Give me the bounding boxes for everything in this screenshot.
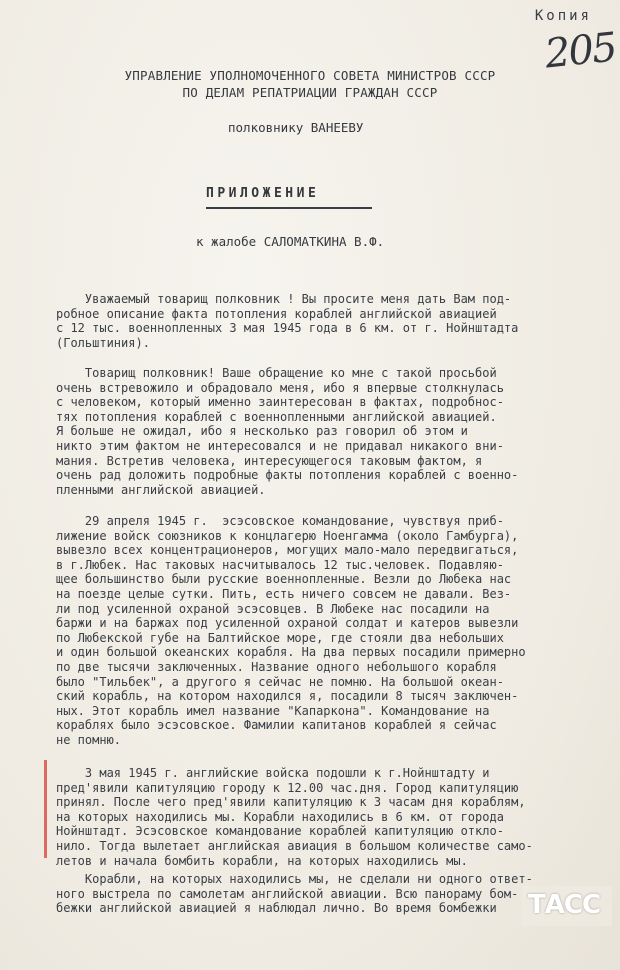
document-title: ПРИЛОЖЕНИЕ [206, 186, 320, 201]
organization-header [0, 67, 620, 101]
copy-stamp: Копия [534, 8, 592, 24]
paragraph-5: Корабли, на которых находились мы, не сделали ни одного ответ- ного выстрела по самолетам английской авиации. Всю панораму бом- бежки английской авиацией я наблюдал лично. Во время бомбежки [56, 872, 533, 916]
paragraph-3: 29 апреля 1945 г. эсэсовское командование, чувствуя приб- лижение войск союзников к концлагерю Ноенгамма (около Гамбурга), вывезло всех концентрационеров, могущих мало-мало передвигаться, в г.Любек. Нас таковых насчитывалось 12 тыс.человек. Подавляю- щее большинство были русские военнопленные. Везли до Любека нас на поезде целые сутки. Пить, есть ничего совсем не давали. Вез- ли под усиленной охраной эсэсовцев. В Любеке нас посадили на баржи и на баржах под усиленной охраной солдат и катеров вывезли по Любекской губе на Балтийское море, где стояли два небольших и один большой океанских корабля. На два первых посадили примерно по две тысячи заключенных. Название одного небольшого корабля было "Тильбек", а другого я сейчас не помню. На большой океан- ский корабль, на котором находился я, посадили 8 тысяч заключен- ных. Этот корабль имел название "Капаркона". Командование на кораблях было эсэсовское. Фамилии капитанов кораблей я сейчас не помню. [56, 514, 526, 747]
header-line-1: УПРАВЛЕНИЕ УПОЛНОМОЧЕННОГО СОВЕТА МИНИСТРОВ СССР [124, 68, 496, 83]
paragraph-2: Товарищ полковник! Ваше обращение ко мне с такой просьбой очень встревожило и обрадовало меня, ибо я впервые столкнулась с человеком, который именно заинтересован в фактах, подробнос- тях потопления кораблей с военнопленными английской авиацией. Я больше не ожидал, ибо я несколько раз говорил об этом и никто этим фактом не интересовался и не придавал никакого вни- мания. Встретив человека, интересующегося таковым фактом, я очень рад доложить подробные факты потопления кораблей с военно- пленными английской авиацией. [56, 366, 519, 497]
addressee: полковнику ВАНЕЕВУ [228, 120, 364, 135]
red-margin-mark [44, 760, 47, 858]
paragraph-1: Уважаемый товарищ полковник ! Вы просите меня дать Вам под- робное описание факта потопления кораблей английской авиацией с 12 тыс. военнопленных 3 мая 1945 года в 6 км. от г. Нойнштадта (Гольштиния). [56, 292, 519, 350]
header-line-2: ПО ДЕЛАМ РЕПАТРИАЦИИ ГРАЖДАН СССР [182, 85, 438, 100]
paragraph-4: 3 мая 1945 г. английские войска подошли к г.Нойнштадту и пред'явили капитуляцию городу к 12.00 час.дня. Город капитуляцию принял. После чего пред'явили капитуляцию к 3 часам дня кораблям, на которых находились мы. Корабли находились в 6 км. от города Нойнштадт. Эсэсовское командование кораблей капитуляцию откло- нило. Тогда вылетает английская авиация в большом количестве само- летов и начала бомбить корабли, на которых находились мы. [56, 766, 533, 868]
title-underline [206, 207, 372, 209]
handwritten-page-number: 205 [542, 24, 618, 78]
document-subtitle: к жалобе САЛОМАТКИНА В.Ф. [196, 234, 385, 249]
tass-watermark-logo: ТАСС [528, 890, 601, 920]
